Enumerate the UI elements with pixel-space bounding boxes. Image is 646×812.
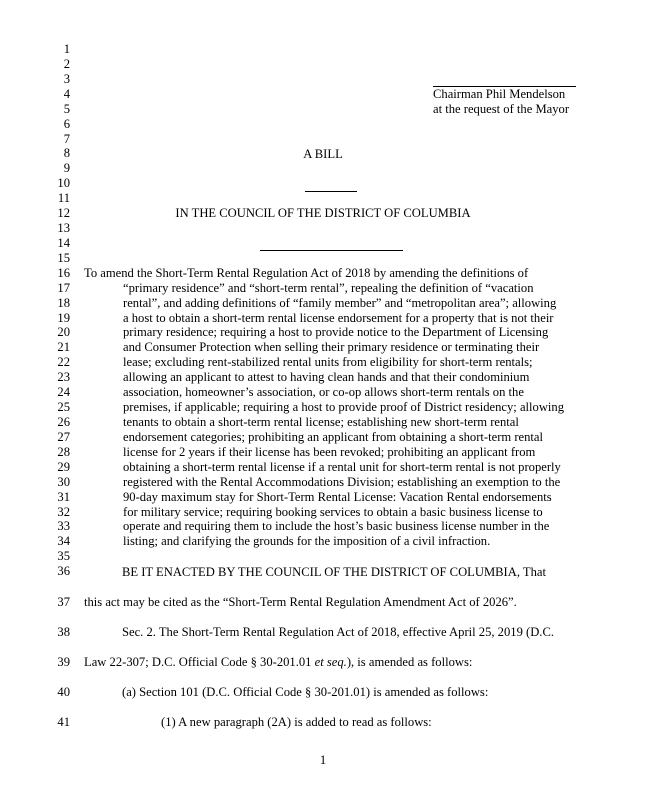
line-number: 33 <box>57 519 70 534</box>
line-number: 22 <box>57 355 70 370</box>
enacting-clause: BE IT ENACTED BY THE COUNCIL OF THE DISTRICT OF COLUMBIA, That <box>122 565 546 579</box>
line-number: 23 <box>57 370 70 385</box>
line-number: 35 <box>57 549 70 564</box>
date-rule <box>260 250 403 251</box>
line-number: 37 <box>57 595 70 609</box>
council-heading: IN THE COUNCIL OF THE DISTRICT OF COLUMBIA <box>175 206 471 220</box>
long-title-line: “primary residence” and “short-term rental”, repealing the definition of “vacation <box>123 280 534 295</box>
long-title-line: To amend the Short-Term Rental Regulation Act of 2018 by amending the definitions of <box>84 265 529 280</box>
long-title-line: allowing an applicant to attest to having clean hands and that their condominium <box>123 370 530 385</box>
sponsor-name: Chairman Phil Mendelson <box>433 87 566 101</box>
line-number: 21 <box>57 340 70 355</box>
line-number: 10 <box>57 176 70 191</box>
line-number: 14 <box>57 235 70 250</box>
subsection-a: (a) Section 101 (D.C. Official Code § 30-201.01) is amended as follows: <box>122 685 489 699</box>
line-number: 3 <box>63 71 70 86</box>
line-number: 26 <box>57 415 70 429</box>
long-title-line: rental”, and adding definitions of “family member” and “metropolitan area”; allowing <box>123 295 557 310</box>
line-number: 30 <box>57 474 70 489</box>
long-title-line: obtaining a short-term rental license if a rental unit for short-term rental is not properly <box>123 459 561 474</box>
line-number: 38 <box>57 625 70 639</box>
long-title-line: 90-day maximum stay for Short-Term Rental License: Vacation Rental endorsements <box>123 489 552 504</box>
line-number: 39 <box>57 655 70 669</box>
line-number: 24 <box>57 385 70 400</box>
line-number: 27 <box>57 429 70 444</box>
long-title-line: a host to obtain a short-term rental license endorsement for a property that is not their <box>123 310 554 325</box>
line-number: 16 <box>57 265 70 280</box>
et-seq: et seq. <box>314 655 347 669</box>
line-number: 25 <box>57 400 70 415</box>
long-title-line: endorsement categories; prohibiting an applicant from obtaining a short-term rental <box>123 429 544 444</box>
line-number: 15 <box>57 250 70 265</box>
line-number: 19 <box>57 310 70 325</box>
line-number: 40 <box>57 685 70 699</box>
long-title-line: registered with the Rental Accommodations Division; establishing an exemption to the <box>123 474 561 489</box>
section-2-amended: ), is amended as follows: <box>346 655 473 669</box>
line-number: 9 <box>63 161 70 176</box>
long-title-line: association, homeowner’s association, or co-op allows short-term rentals on the <box>123 385 524 400</box>
section-2-line-1: Sec. 2. The Short-Term Rental Regulation Act of 2018, effective April 25, 2019 (D.C. <box>122 625 555 639</box>
long-title-line: operate and requiring them to include the host’s basic business license number in the <box>123 519 550 534</box>
line-number: 13 <box>57 221 70 236</box>
long-title-line: and Consumer Protection when selling their primary residence or terminating their <box>123 340 540 355</box>
section-2-citation: Law 22-307; D.C. Official Code § 30-201.01 <box>84 655 315 669</box>
line-number: 18 <box>57 295 70 310</box>
line-number: 2 <box>63 56 70 71</box>
line-number: 5 <box>63 101 70 116</box>
line-number: 12 <box>57 206 70 221</box>
line-number: 17 <box>57 280 70 295</box>
line-number: 28 <box>57 444 70 459</box>
line-number: 7 <box>63 131 70 146</box>
line-number: 31 <box>57 489 70 504</box>
line-number: 20 <box>57 325 70 340</box>
line-number: 11 <box>57 191 70 206</box>
long-title-line: premises, if applicable; requiring a host to provide proof of District residency; allowing <box>123 400 565 415</box>
bill-number-rule <box>305 191 357 192</box>
line-number: 32 <box>57 504 70 519</box>
line-number: 36 <box>57 564 70 579</box>
line-number: 8 <box>63 146 70 161</box>
long-title-line: license for 2 years if their license has been revoked; prohibiting an applicant from <box>123 444 536 459</box>
sponsor-request: at the request of the Mayor <box>433 102 570 116</box>
long-title-line: primary residence; requiring a host to provide notice to the Department of Licensing <box>123 325 549 340</box>
page-number: 1 <box>319 753 327 767</box>
line-number: 4 <box>63 86 70 101</box>
short-title-clause: this act may be cited as the “Short-Term Rental Regulation Amendment Act of 2026”. <box>84 595 517 609</box>
bill-title: A BILL <box>303 147 343 161</box>
long-title-line: for military service; requiring booking services to obtain a basic business license to <box>123 504 543 519</box>
long-title-line: listing; and clarifying the grounds for the imposition of a civil infraction. <box>123 534 491 549</box>
paragraph-1: (1) A new paragraph (2A) is added to read as follows: <box>161 715 432 729</box>
line-number: 34 <box>57 534 70 549</box>
line-number: 41 <box>57 715 70 729</box>
line-number: 6 <box>63 116 70 131</box>
long-title-line: tenants to obtain a short-term rental license; establishing new short-term rental <box>123 415 519 429</box>
section-2-line-2 <box>84 655 472 670</box>
line-number: 29 <box>57 459 70 474</box>
line-number: 1 <box>63 42 70 56</box>
long-title-line: lease; excluding rent-stabilized rental units from eligibility for short-term rentals; <box>123 355 533 370</box>
